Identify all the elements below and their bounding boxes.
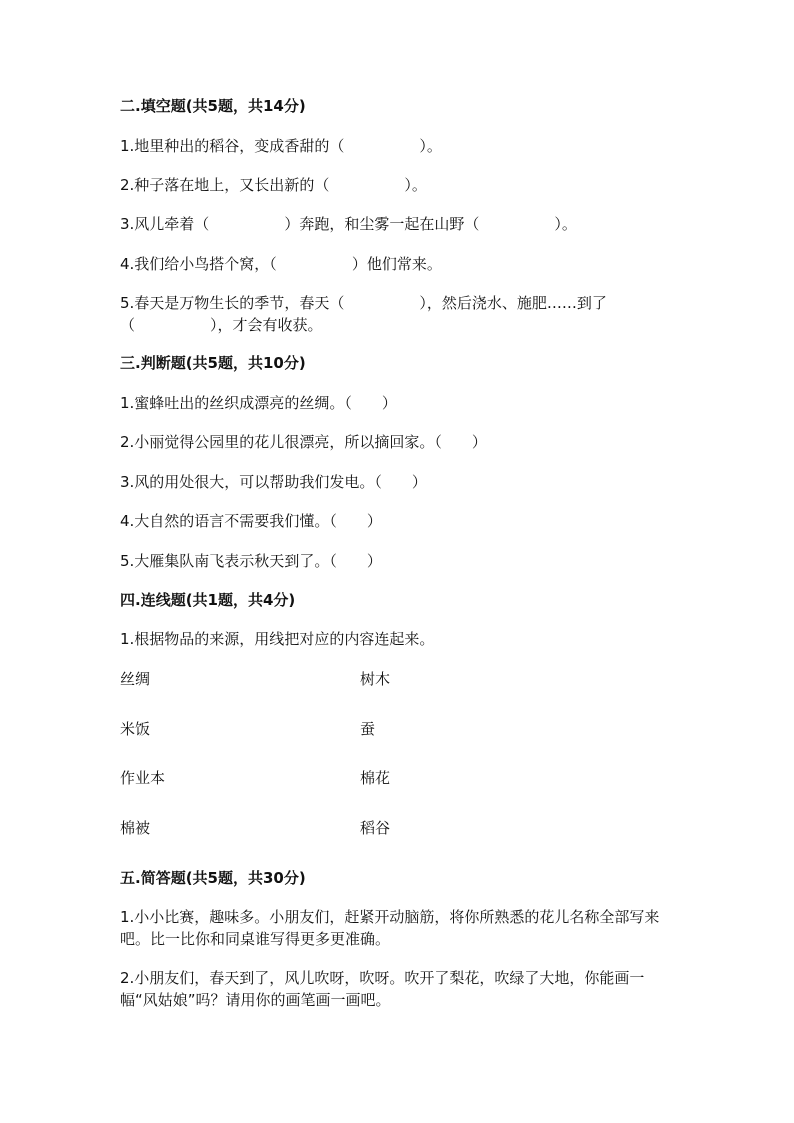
- judge-section-title: 三.判断题(共5题，共10分): [120, 354, 306, 372]
- match-left-item: 作业本: [120, 769, 166, 787]
- fill-question-5-line-2: （ ），才会有收获。: [120, 316, 323, 334]
- match-right-item: 棉花: [360, 769, 391, 787]
- judge-question-5: 5.大雁集队南飞表示秋天到了。（ ）: [120, 552, 382, 570]
- judge-question-2: 2.小丽觉得公园里的花儿很漂亮，所以摘回家。（ ）: [120, 433, 487, 451]
- short-answer-question-1: 1.小小比赛，趣味多。小朋友们，赶紧开动脑筋，将你所熟悉的花儿名称全部写来吧。比一比你和同桌谁写得更多更准确。: [120, 908, 660, 948]
- fill-question-5-line-1: 5.春天是万物生长的季节，春天（ ），然后浇水、施肥……到了: [120, 294, 607, 312]
- judge-question-1: 1.蜜蜂吐出的丝织成漂亮的丝绸。（ ）: [120, 394, 397, 412]
- short-answer-section-title: 五.简答题(共5题，共30分): [120, 869, 306, 887]
- judge-question-4: 4.大自然的语言不需要我们懂。（ ）: [120, 512, 382, 530]
- fill-section-title: 二.填空题(共5题，共14分): [120, 97, 306, 115]
- match-right-item: 稻谷: [360, 819, 391, 837]
- fill-question-4: 4.我们给小鸟搭个窝，（ ）他们常来。: [120, 255, 442, 273]
- match-section-title: 四.连线题(共1题，共4分): [120, 591, 296, 609]
- match-right-item: 树木: [360, 670, 391, 688]
- short-answer-question-2: 2.小朋友们，春天到了，风儿吹呀，吹呀。吹开了梨花，吹绿了大地，你能画一幅“风姑娘”吗？请用你的画笔画一画吧。: [120, 969, 645, 1009]
- match-left-item: 棉被: [120, 819, 151, 837]
- match-left-item: 丝绸: [120, 670, 151, 688]
- match-left-item: 米饭: [120, 720, 151, 738]
- match-right-item: 蚕: [360, 720, 376, 738]
- fill-question-1: 1.地里种出的稻谷，变成香甜的（ ）。: [120, 137, 442, 155]
- fill-question-2: 2.种子落在地上，又长出新的（ ）。: [120, 176, 427, 194]
- fill-question-3: 3.风儿牵着（ ）奔跑，和尘雾一起在山野（ ）。: [120, 215, 577, 233]
- judge-question-3: 3.风的用处很大，可以帮助我们发电。（ ）: [120, 473, 427, 491]
- match-question-1: 1.根据物品的来源，用线把对应的内容连起来。: [120, 630, 435, 648]
